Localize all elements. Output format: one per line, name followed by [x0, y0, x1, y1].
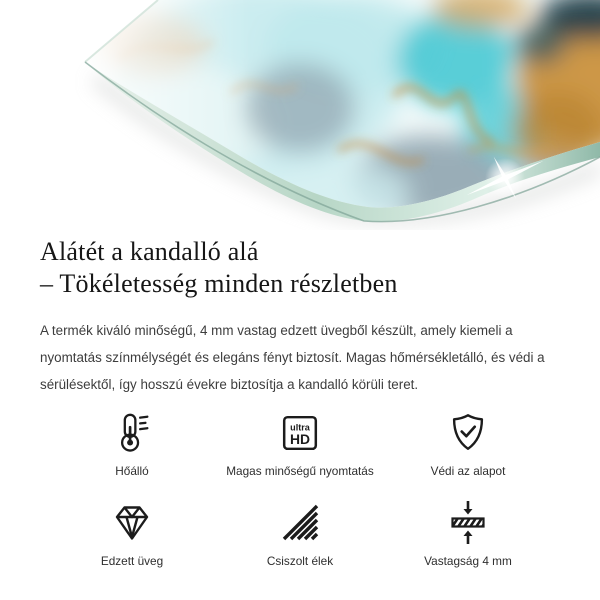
product-image — [0, 0, 600, 230]
feature-label: Csiszolt élek — [266, 554, 334, 568]
page-title — [40, 236, 560, 300]
thickness-arrows-icon — [444, 497, 492, 549]
feature-polished-edges — [216, 497, 384, 568]
title-line-2: – Tökéletesség minden részletben — [40, 269, 398, 298]
feature-label: Edzett üveg — [100, 554, 164, 568]
feature-tempered-glass — [48, 497, 216, 568]
thermometer-icon — [109, 407, 155, 459]
product-description-section — [0, 236, 600, 568]
product-description: A termék kiváló minőségű, 4 mm vastag edzett üvegből készült, amely kiemeli a nyomtatás színmélységét és elegáns fényt biztosít. Magas hőmérsékletálló, és védi a sérülésektől, így hosszú évekre biztosítja a kandalló körüli teret. — [40, 323, 545, 392]
beveled-edge-icon — [276, 497, 324, 549]
feature-protects-base — [384, 407, 552, 478]
feature-thickness — [384, 497, 552, 568]
feature-label: Hőálló — [115, 464, 149, 478]
glass-panel-illustration — [0, 0, 600, 230]
feature-heat-resistant — [48, 407, 216, 478]
title-line-1: Alátét a kandalló alá — [40, 237, 259, 266]
diamond-icon — [108, 497, 156, 549]
ultra-hd-badge-icon — [277, 407, 323, 459]
feature-label: Magas minőségű nyomtatás — [226, 464, 374, 478]
ultra-label: ultra — [290, 422, 310, 433]
feature-label: Védi az alapot — [430, 464, 506, 478]
feature-grid — [48, 407, 552, 568]
feature-print-quality — [216, 407, 384, 478]
feature-label: Vastagság 4 mm — [424, 554, 512, 568]
hd-label: HD — [289, 431, 311, 448]
shield-check-icon — [445, 407, 491, 459]
